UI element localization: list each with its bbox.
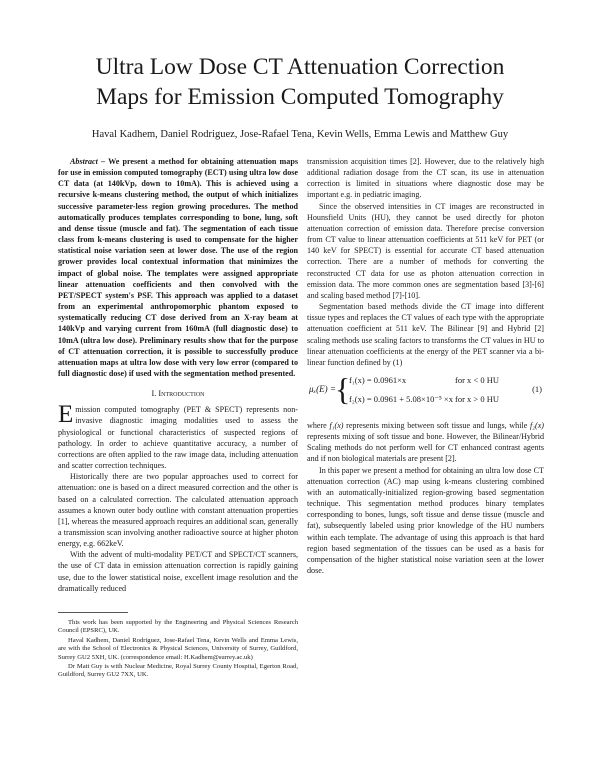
drop-cap: E: [58, 401, 74, 429]
right-paragraph-3: [307, 420, 544, 465]
right-paragraph-2: Segmentation based methods divide the CT image into different tissue types and replaces the CT values of each type with the appropriate attenuation coefficient at 511 keV. The Bilinear [9] and Hybrid [2] scaling methods use scaling factors to transforms the CT values in HU to linear attenuation coefficients at the energy of the PET scanner via a bi-linear function defined by (1): [307, 302, 544, 367]
equation-1: [307, 370, 544, 414]
intro-paragraph-1: [58, 401, 298, 471]
equation-row-2: f₂(x) = 0.0961 + 5.08×10⁻⁵ ×x: [349, 393, 453, 404]
left-column: [58, 156, 298, 594]
p3-text-c: represents mixing of soft tissue and bone. However, the Bilinear/Hybrid Scaling methods do not perform well for CT enhanced contrast agents and if non biological materials are present [2].: [307, 432, 544, 464]
equation-number: (1): [532, 383, 542, 394]
title-line-1: Ultra Low Dose CT Attenuation Correction: [95, 54, 505, 80]
p3-text-b: represents mixing between soft tissue and lungs, while: [343, 420, 530, 430]
section-numeral: I.: [151, 389, 157, 399]
abstract-body: – We present a method for obtaining attenuation maps for use in emission computed tomography (ECT) using ultra low dose CT data (at 140kVp, down to 10mA). This is achieved using a recursive k-means clustering method, the output of which initializes successive parameter-less region growing procedures. The method automatically produces templates corresponding to bone, lung, soft and dense tissue (muscle and fat). The segmentation of each tissue class from k-means clustering is used to compensate for the higher statistical noise variation seen at lower dose. The use of the region grower provides local contextual information that minimizes the impact of global noise. The templates were assigned appropriate linear attenuation coefficients and then convolved with the PET/SPECT system's PSF. This approach was applied to a dataset from an experimental anthropomorphic phantom exposed to systematically reducing CT dose derived from an X-ray beam at 140kVp and varying current from 160mA (full diagnostic dose) to 10mA (ultra low dose). Preliminary results show that for the purpose of CT attenuation correction, it is possible to successfully produce attenuation maps at ultra low dose with very low error (compared to full diagnostic dose) if used with the segmentation method presented.: [58, 157, 298, 378]
abstract: [58, 156, 298, 379]
footnote-affiliation: Haval Kadhem, Daniel Rodriguez, Jose-Rafael Tena, Kevin Wells and Emma Lewis, are with the School of Electronics & Physical Sciences, University of Surrey, Guildford, Surrey GU2 5XH, UK. (correspondence email: H.Kadhem@surrey.ac.uk): [58, 636, 298, 661]
right-column: [307, 156, 544, 576]
p3-text-a: where: [307, 420, 330, 430]
section-heading-introduction: [58, 388, 298, 399]
footnote-funding: This work has been supported by the Engineering and Physical Sciences Research Council (EPSRC), UK.: [58, 619, 298, 635]
right-paragraph-1: Since the observed intensities in CT images are reconstructed in Hounsfield Units (HU), they cannot be used directly for photon attenuation correction of emission data. Therefore precise conversion from CT value to linear attenuation coefficients at 511 keV for PET (or 140 keV for SPECT) is essential for accurate CT based attenuation correction. There are a number of methods for converting the reconstructed CT data for use as photon attenuation correction in emission data. The more common ones are segmentation based [3]-[6] and scaling based method [7]-[10].: [307, 201, 544, 300]
equation-brace: {: [335, 370, 351, 407]
paper-title: [40, 52, 560, 112]
intro-paragraph-1-text: mission computed tomography (PET & SPECT) represents non-invasive diagnostic imaging modalities used to assess the physiological or functional characteristics of suspected regions of pathology. In order to achieve quantitative accuracy, a number of corrections are often applied to the raw image data, including attenuation and scatter correction techniques.: [58, 405, 298, 471]
right-paragraph-0: transmission acquisition times [2]. However, due to the relatively high additional radiation dosage from the CT scan, its use in attenuation correction is limited in situations where diagnostic dose may be important e.g. in pediatric imaging.: [307, 157, 544, 200]
section-title: Introduction: [158, 389, 205, 399]
intro-paragraph-3: With the advent of multi-modality PET/CT and SPECT/CT scanners, the use of CT data in emission attenuation correction is rapidly gaining use, due to the lower statistical noise, excellent image resolution and the dramatically reduced: [58, 550, 298, 593]
right-paragraph-4: In this paper we present a method for obtaining an ultra low dose CT attenuation correction (AC) map using k-means clustering combined with an automatically-initialized region-growing based segmentation technique. This segmentation method produces binary templates corresponding to bones, lungs, soft tissue and dense tissue (muscle and fat), subsequently labeled using prior knowledge of the HU numbers within each template. The advantage of using this approach is that hard region based segmentation of the tissues can be used as a basis for compensation of the higher statistical noise variation seen at the lower dose.: [307, 465, 544, 575]
equation-row-1: f₁(x) = 0.0961×x: [349, 374, 407, 385]
equation-condition-1: for x < 0 HU: [455, 374, 499, 385]
author-list: Haval Kadhem, Daniel Rodriguez, Jose-Rafael Tena, Kevin Wells, Emma Lewis and Matthew Guy: [91, 129, 509, 140]
p3-f1: f₁(x): [329, 420, 344, 430]
footnote-hospital: Dr Matt Guy is with Nuclear Medicine, Royal Surrey County Hospital, Egerton Road, Guildford, Surrey GU2 7XX, UK.: [58, 663, 298, 679]
intro-paragraph-2: Historically there are two popular approaches used to correct for attenuation: one is based on a direct measured correction and the other is based on a calculated correction. The calculated attenuation approach assumes a known outer body outline with constant attenuation properties [1], whereas the measured approach requires an additional scan, generally a transmission scan involving another radioactive source at higher photon energy, e.g. 662keV.: [58, 472, 298, 549]
footnotes: [58, 612, 298, 681]
p3-f2: f₂(x): [529, 420, 544, 430]
title-line-2: Maps for Emission Computed Tomography: [96, 84, 504, 110]
equation-condition-2: for x > 0 HU: [455, 393, 499, 404]
footnote-rule: [58, 612, 128, 613]
abstract-lead: Abstract: [70, 157, 98, 166]
equation-lhs: μₓ(E) =: [309, 383, 336, 394]
